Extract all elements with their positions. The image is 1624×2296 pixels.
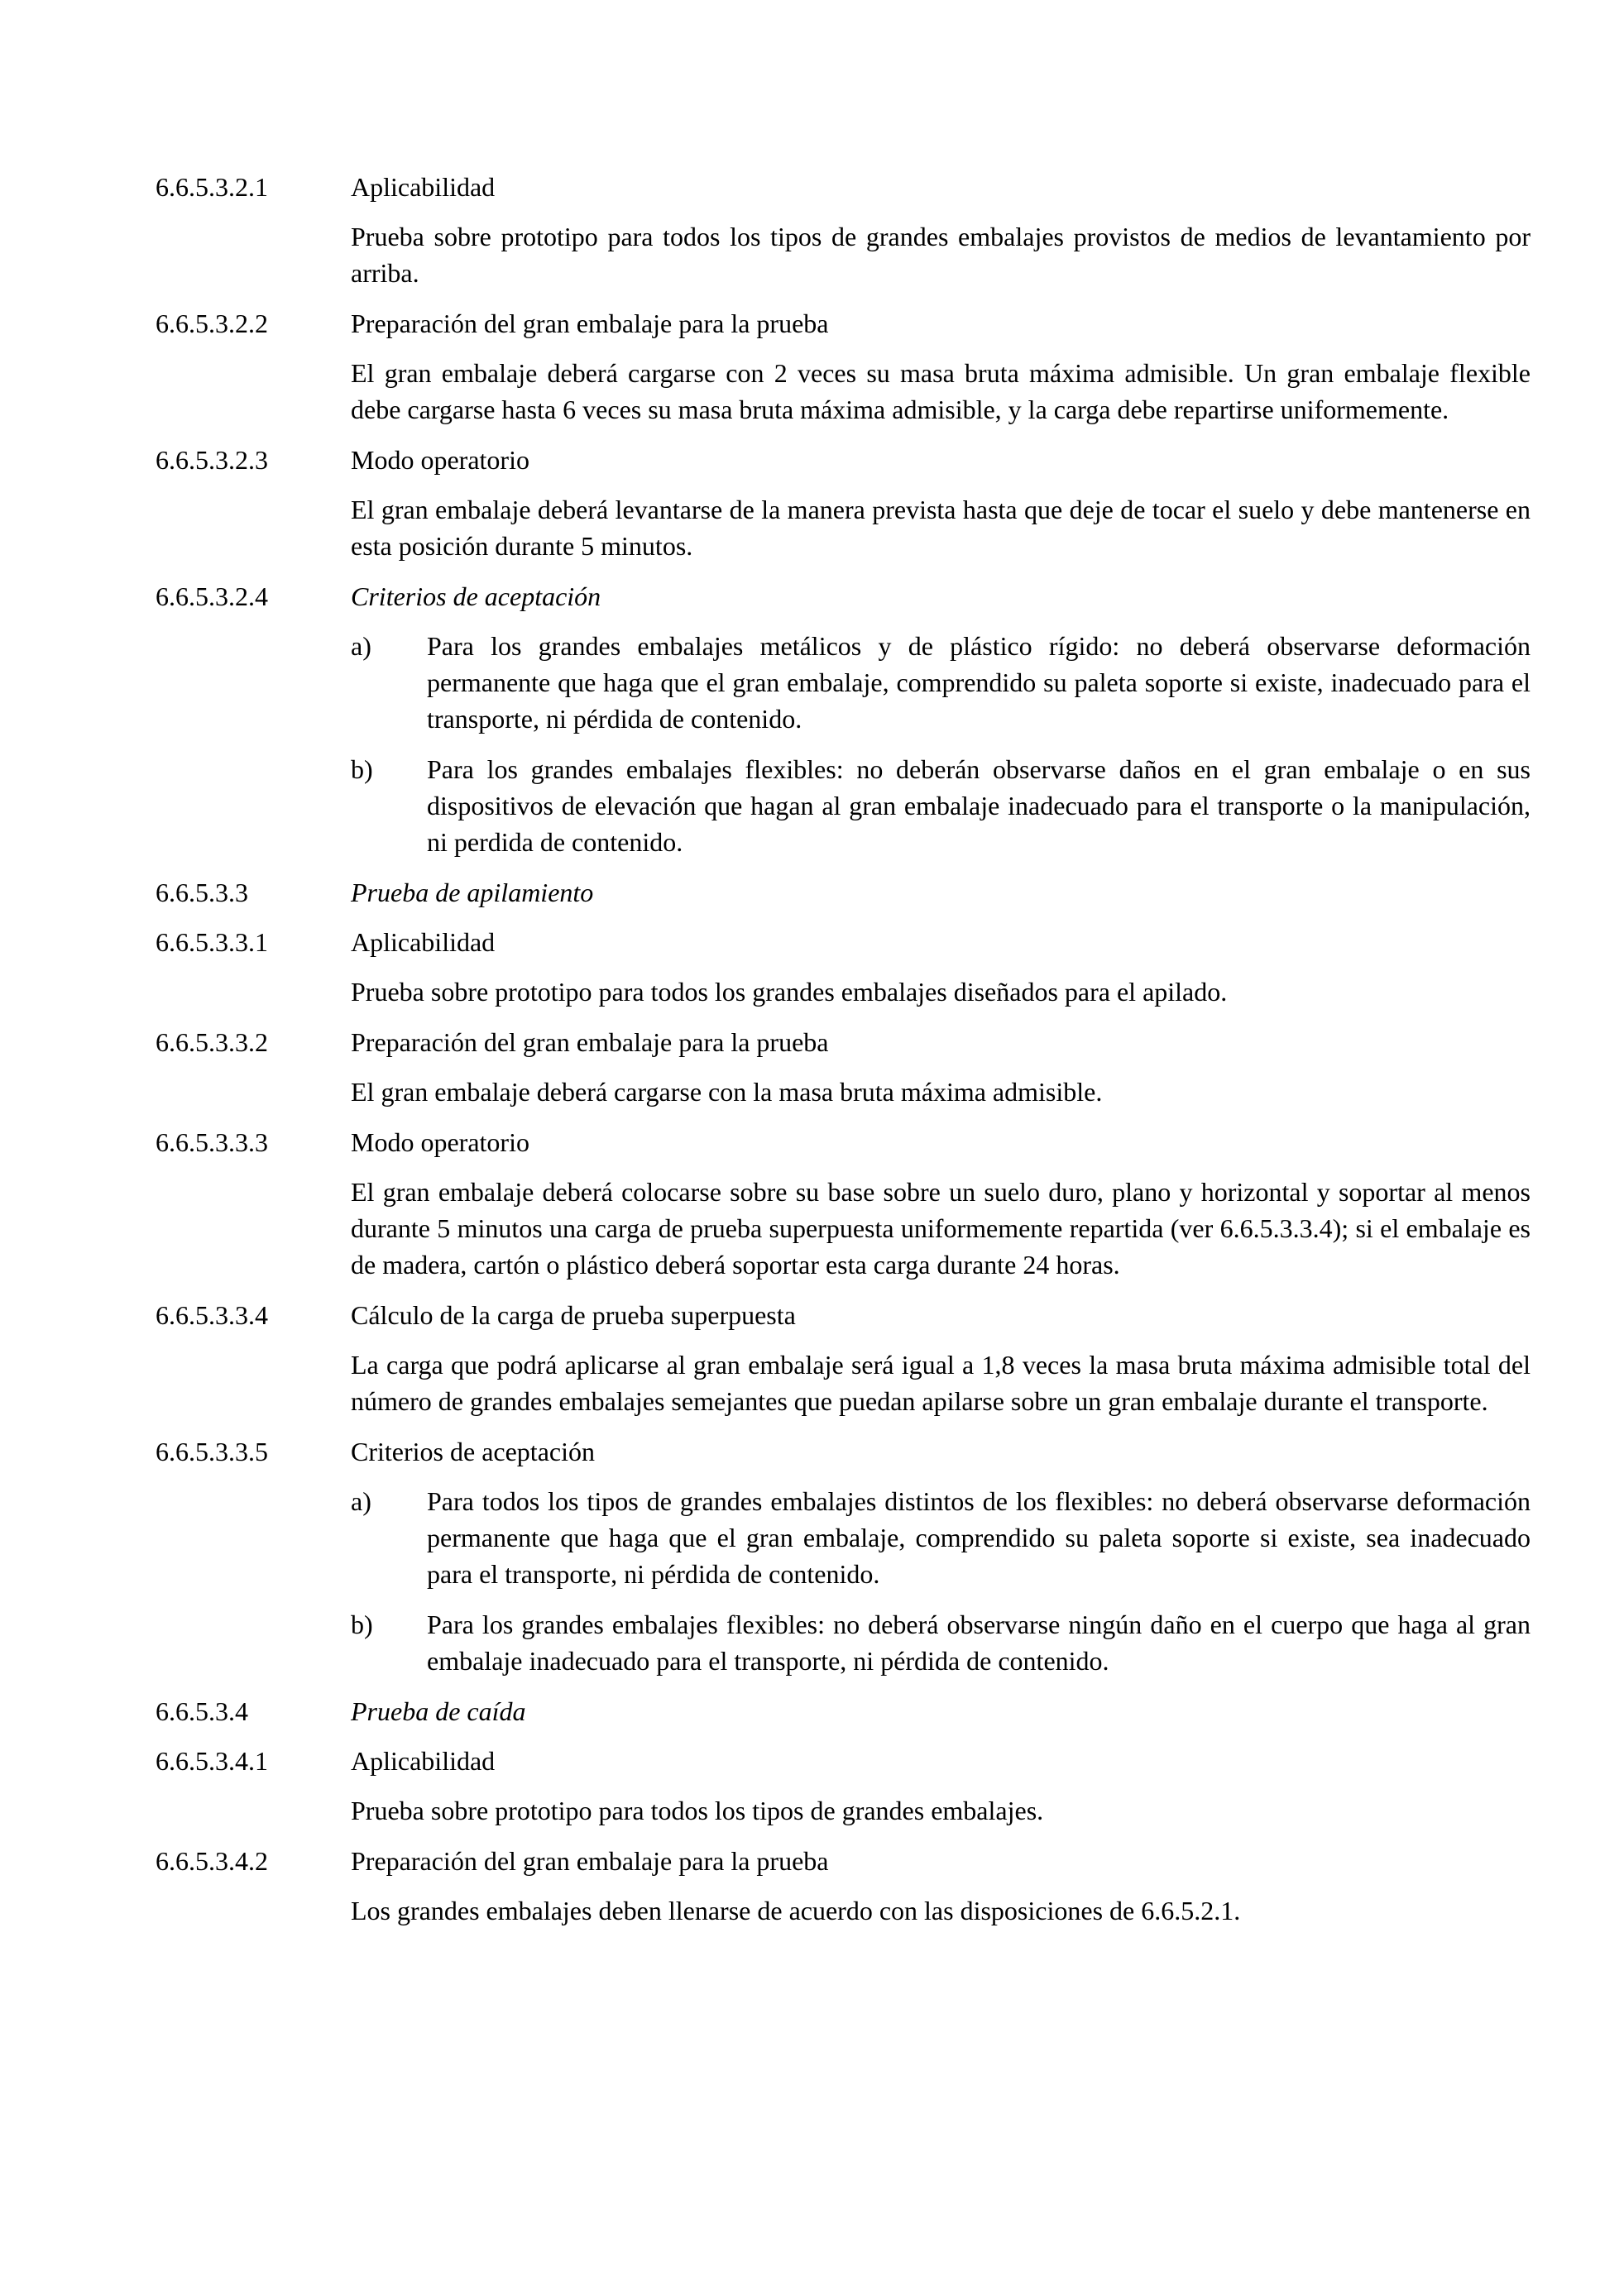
list-item — [351, 751, 1531, 860]
section-number: 6.6.5.3.3.2 — [156, 1027, 268, 1057]
list-item — [351, 1606, 1531, 1679]
list-item-text: Para todos los tipos de grandes embalajes distintos de los flexibles: no deberá observarse deformación permanente que haga que el gran embalaje, comprendido su paleta soporte si existe, sea inadecuado para el transporte, ni pérdida de contenido. — [427, 1486, 1531, 1589]
section-title: Aplicabilidad — [351, 927, 496, 957]
section-paragraph: El gran embalaje deberá colocarse sobre su base sobre un suelo duro, plano y horizontal y soportar al menos durante 5 minutos una carga de prueba superpuesta uniformemente repartida (ver 6.6.5.3.3.4); si el embalaje es de madera, cartón o plástico deberá soportar esta carga durante 24 horas. — [351, 1177, 1531, 1280]
section-heading — [156, 924, 1531, 960]
section-heading — [156, 1843, 1531, 1879]
document-body — [156, 169, 1531, 1943]
section-heading — [156, 442, 1531, 478]
section-heading — [156, 1693, 1531, 1729]
section-number: 6.6.5.3.2.2 — [156, 309, 268, 338]
list-item — [351, 628, 1531, 737]
section-heading — [156, 578, 1531, 615]
section-number: 6.6.5.3.3.1 — [156, 927, 268, 957]
list-item-text: Para los grandes embalajes flexibles: no deberán observarse daños en el gran embalaje o en sus dispositivos de elevación que hagan al gran embalaje inadecuado para el transporte o la manipulación, ni perdida de contenido. — [427, 754, 1531, 857]
section-paragraph: Prueba sobre prototipo para todos los tipos de grandes embalajes provistos de medios de levantamiento por arriba. — [351, 222, 1531, 288]
section-paragraph: El gran embalaje deberá cargarse con la masa bruta máxima admisible. — [351, 1077, 1103, 1107]
section-title: Cálculo de la carga de prueba superpuesta — [351, 1300, 796, 1330]
section-paragraph: La carga que podrá aplicarse al gran embalaje será igual a 1,8 veces la masa bruta máxima admisible total del número de grandes embalajes semejantes que puedan apilarse sobre un gran embalaje durante el transporte. — [351, 1350, 1531, 1416]
section-title: Preparación del gran embalaje para la prueba — [351, 1846, 829, 1876]
section-heading — [156, 874, 1531, 911]
section-heading — [156, 1024, 1531, 1060]
section-heading — [156, 169, 1531, 205]
section-number: 6.6.5.3.2.3 — [156, 445, 268, 475]
list-item-label: b) — [351, 1610, 373, 1639]
section-title: Criterios de aceptación — [351, 581, 601, 611]
section-title: Modo operatorio — [351, 445, 529, 475]
section-title: Prueba de caída — [351, 1696, 526, 1726]
section-number: 6.6.5.3.4 — [156, 1696, 248, 1726]
section-number: 6.6.5.3.2.4 — [156, 581, 268, 611]
list-item-text: Para los grandes embalajes flexibles: no deberá observarse ningún daño en el cuerpo que haga al gran embalaje inadecuado para el transporte, ni pérdida de contenido. — [427, 1610, 1531, 1676]
section-paragraph: Los grandes embalajes deben llenarse de acuerdo con las disposiciones de 6.6.5.2.1. — [351, 1896, 1241, 1925]
section-number: 6.6.5.3.3 — [156, 878, 248, 907]
section-number: 6.6.5.3.2.1 — [156, 172, 268, 202]
list-item-label: a) — [351, 1486, 371, 1516]
section-title: Aplicabilidad — [351, 172, 496, 202]
section-heading — [156, 1743, 1531, 1779]
section-paragraph: El gran embalaje deberá cargarse con 2 veces su masa bruta máxima admisible. Un gran embalaje flexible debe cargarse hasta 6 veces su masa bruta máxima admisible, y la carga debe repartirse uniformemente. — [351, 358, 1531, 424]
section-title: Aplicabilidad — [351, 1746, 496, 1776]
section-heading — [156, 1433, 1531, 1470]
section-paragraph: El gran embalaje deberá levantarse de la manera prevista hasta que deje de tocar el suelo y debe mantenerse en esta posición durante 5 minutos. — [351, 495, 1531, 561]
list-item-label: b) — [351, 754, 373, 784]
section-number: 6.6.5.3.4.2 — [156, 1846, 268, 1876]
section-number: 6.6.5.3.3.5 — [156, 1437, 268, 1466]
section-title: Prueba de apilamiento — [351, 878, 594, 907]
section-heading — [156, 305, 1531, 342]
section-paragraph: Prueba sobre prototipo para todos los tipos de grandes embalajes. — [351, 1796, 1044, 1825]
list-item-text: Para los grandes embalajes metálicos y de plástico rígido: no deberá observarse deformación permanente que haga que el gran embalaje, comprendido su paleta soporte si existe, inadecuado para el transporte, ni pérdida de contenido. — [427, 631, 1531, 734]
section-paragraph: Prueba sobre prototipo para todos los grandes embalajes diseñados para el apilado. — [351, 977, 1228, 1007]
list-item — [351, 1483, 1531, 1592]
section-title: Modo operatorio — [351, 1127, 529, 1157]
section-title: Criterios de aceptación — [351, 1437, 595, 1466]
section-heading — [156, 1124, 1531, 1160]
list-item-label: a) — [351, 631, 371, 661]
section-title: Preparación del gran embalaje para la prueba — [351, 1027, 829, 1057]
section-number: 6.6.5.3.3.4 — [156, 1300, 268, 1330]
section-title: Preparación del gran embalaje para la prueba — [351, 309, 829, 338]
section-number: 6.6.5.3.3.3 — [156, 1127, 268, 1157]
section-heading — [156, 1297, 1531, 1333]
section-number: 6.6.5.3.4.1 — [156, 1746, 268, 1776]
